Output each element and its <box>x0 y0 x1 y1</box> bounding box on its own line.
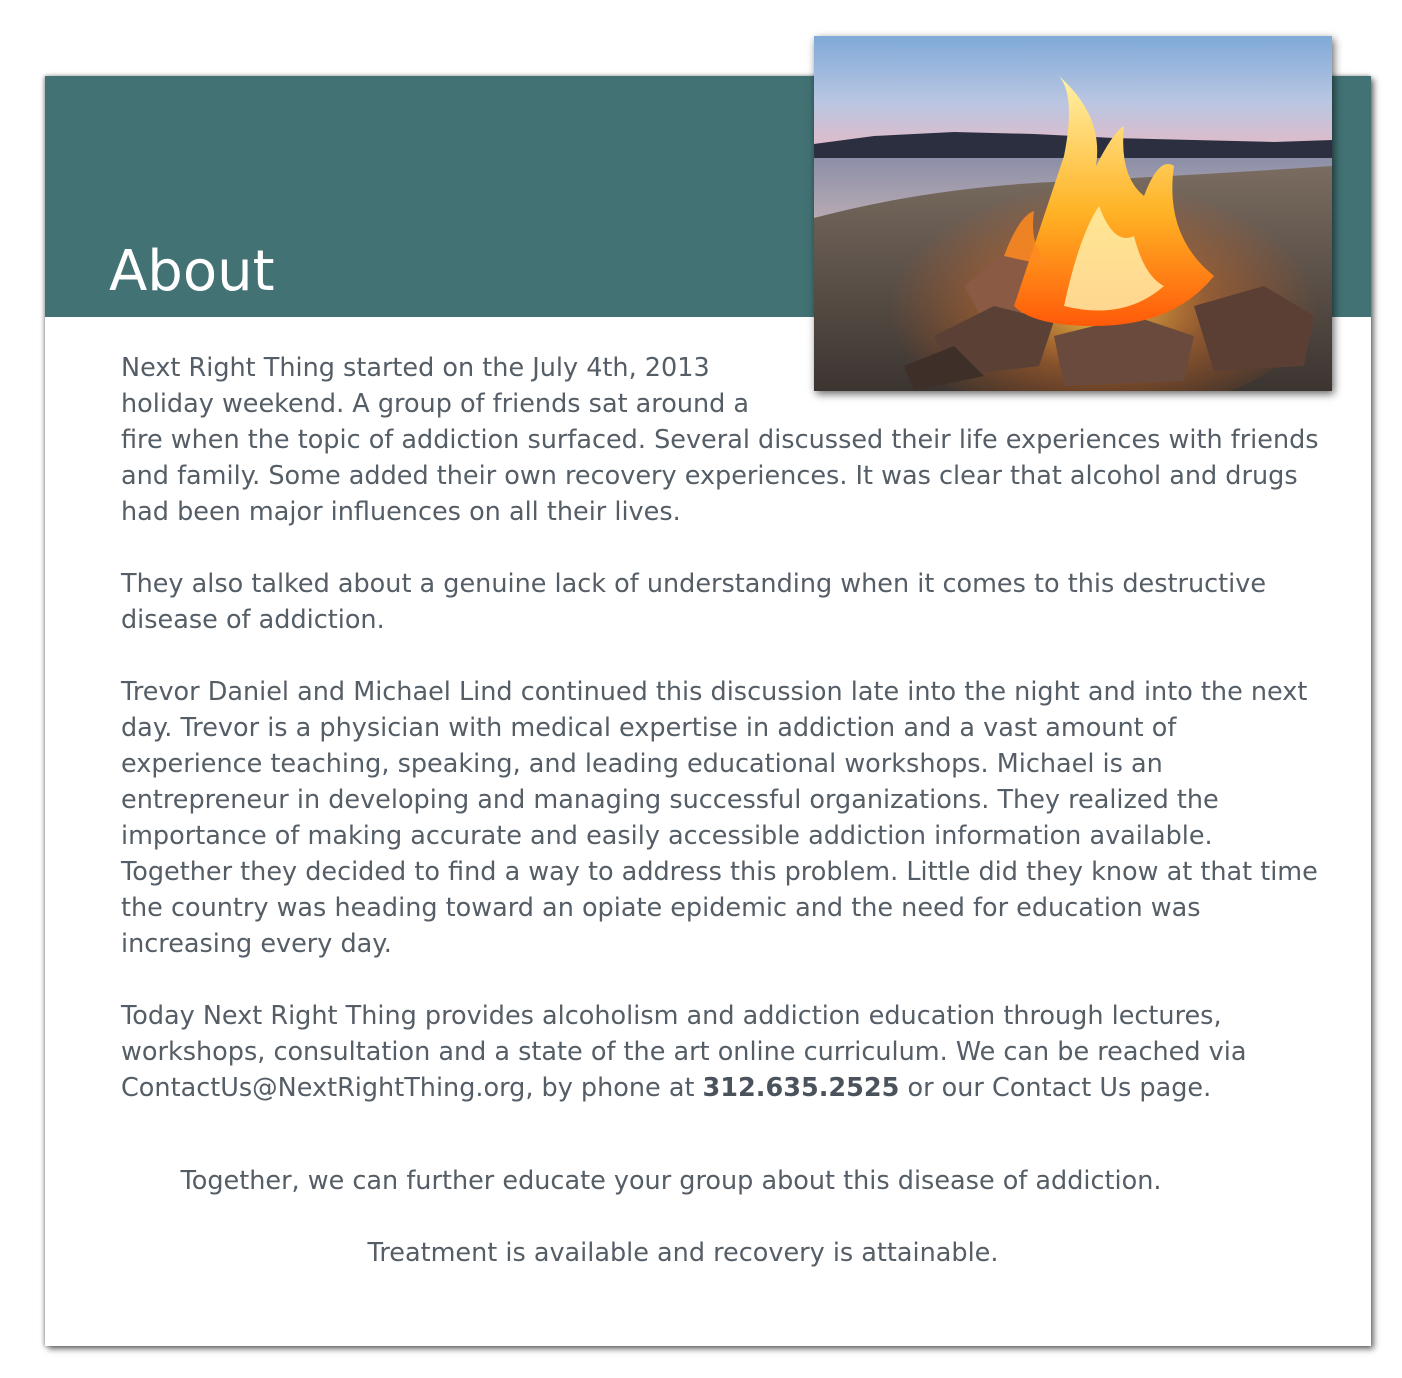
paragraph-origin-line-2: holiday weekend. A group of friends sat around a <box>121 389 750 419</box>
paragraph-origin-rest: fire when the topic of addiction surfaced. Several discussed their life experiences with friends and family. Some added their own recovery experiences. It was clear that alcohol and drugs had been major influences on all their lives. <box>121 425 1319 527</box>
campfire-photo-icon <box>814 36 1332 391</box>
phone-number: 312.635.2525 <box>702 1073 900 1103</box>
contact-text-before: Today Next Right Thing provides alcoholism and addiction education through lectures, workshops, consultation and a state of the art online curriculum. We can be reached via ContactUs@NextRightThing.org, by phone at <box>121 1001 1247 1103</box>
page-title: About <box>109 239 275 304</box>
paragraph-founders: Trevor Daniel and Michael Lind continued this discussion late into the night and into the next day. Trevor is a physician with medical expertise in addiction and a vast amount of experience teaching, speaking, and leading educational workshops. Michael is an entrepreneur in developing and managing successful organizations. They realized the importance of making accurate and easily accessible addiction information available. Together they decided to find a way to address this problem. Little did they know at that time the country was heading toward an opiate epidemic and the need for education was increasing every day. <box>121 677 1318 959</box>
campfire-photo <box>814 36 1332 391</box>
paragraph-understanding: They also talked about a genuine lack of understanding when it comes to this destructive disease of addiction. <box>121 569 1267 635</box>
closing-line-recovery: Treatment is available and recovery is attainable. <box>367 1238 999 1268</box>
paragraph-contact <box>121 998 1321 1106</box>
paragraph-origin-line-1: Next Right Thing started on the July 4th, 2013 <box>121 353 710 383</box>
about-content <box>121 350 1321 1142</box>
contact-text-after: or our Contact Us page. <box>899 1073 1212 1103</box>
closing-line-educate: Together, we can further educate your group about this disease of addiction. <box>180 1166 1162 1196</box>
